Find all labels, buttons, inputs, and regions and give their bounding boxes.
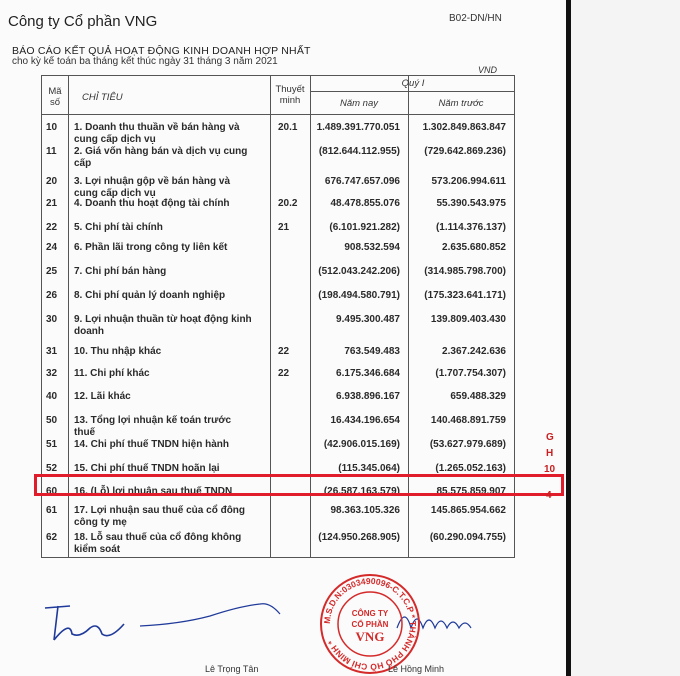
row-code: 11 bbox=[46, 146, 57, 157]
row-this-year: 6.175.346.684 bbox=[336, 368, 400, 379]
seal-ring-text: M.S.D.N:0303490096-C.T.C.P * THÀNH PHỐ HỒ CHÍ MINH * bbox=[321, 575, 419, 673]
row-last-year: 573.206.994.611 bbox=[431, 176, 506, 187]
row-code: 20 bbox=[46, 176, 58, 187]
row-last-year: (729.642.869.236) bbox=[424, 146, 506, 157]
row-description: 16. (Lỗ) lợi nhuận sau thuế TNDN bbox=[74, 486, 233, 497]
row-this-year: (6.101.921.282) bbox=[329, 222, 400, 233]
row-last-year: 55.390.543.975 bbox=[436, 198, 506, 209]
edge-mark-4: 4 bbox=[546, 490, 552, 501]
row-code: 52 bbox=[46, 463, 58, 474]
row-last-year: (1.114.376.137) bbox=[435, 222, 506, 233]
row-code: 30 bbox=[46, 314, 58, 325]
row-note: 20.1 bbox=[278, 122, 298, 133]
row-note: 20.2 bbox=[278, 198, 298, 209]
row-last-year: (60.290.094.755) bbox=[429, 532, 506, 543]
row-last-year: (314.985.798.700) bbox=[424, 266, 506, 277]
row-last-year: 2.367.242.636 bbox=[442, 346, 506, 357]
row-note: 21 bbox=[278, 222, 290, 233]
row-this-year: (812.644.112.955) bbox=[318, 146, 400, 157]
seal-line-1: CÔNG TY bbox=[351, 609, 389, 618]
row-description: 10. Thu nhập khác bbox=[74, 346, 162, 357]
row-code: 25 bbox=[46, 266, 58, 277]
company-name: Công ty Cổ phần VNG bbox=[8, 13, 158, 30]
row-code: 22 bbox=[46, 222, 58, 233]
header-quarter: Quý I bbox=[401, 78, 425, 89]
row-code: 51 bbox=[46, 439, 58, 450]
row-this-year: 16.434.196.654 bbox=[330, 415, 400, 426]
row-code: 10 bbox=[46, 122, 58, 133]
row-last-year: 1.302.849.863.847 bbox=[422, 122, 506, 133]
row-code: 50 bbox=[46, 415, 58, 426]
header-note: Thuyết minh bbox=[275, 84, 305, 106]
row-last-year: (1.265.052.163) bbox=[435, 463, 506, 474]
seal-line-2: CỔ PHẦN bbox=[351, 620, 389, 629]
row-description: 14. Chi phí thuế TNDN hiện hành bbox=[74, 439, 229, 450]
seal-line-3: VNG bbox=[355, 629, 385, 644]
row-this-year: (512.043.242.206) bbox=[318, 266, 400, 277]
row-last-year: 140.468.891.759 bbox=[430, 415, 506, 426]
row-this-year: 1.489.391.770.051 bbox=[316, 122, 400, 133]
row-note: 22 bbox=[278, 346, 290, 357]
row-description: 2. Giá vốn hàng bán và dịch vụ cung cấp bbox=[74, 146, 248, 169]
row-this-year: 48.478.855.076 bbox=[330, 198, 400, 209]
edge-mark-3: 10 bbox=[544, 464, 556, 475]
row-this-year: (124.950.268.905) bbox=[318, 532, 400, 543]
report-period: cho kỳ kế toán ba tháng kết thúc ngày 31 tháng 3 năm 2021 bbox=[12, 56, 278, 67]
page-edge bbox=[566, 0, 571, 676]
edge-mark-2: H bbox=[546, 448, 554, 459]
row-description: 9. Lợi nhuận thuần từ hoạt động kinh doanh bbox=[74, 314, 252, 337]
row-description: 3. Lợi nhuận gộp về bán hàng và cung cấp dịch vụ bbox=[74, 176, 231, 199]
highlight-box-row-60 bbox=[34, 474, 564, 496]
row-last-year: (175.323.641.171) bbox=[424, 290, 506, 301]
row-code: 40 bbox=[46, 391, 58, 402]
row-description: 6. Phần lãi trong công ty liên kết bbox=[74, 242, 228, 253]
row-code: 61 bbox=[46, 505, 58, 516]
row-last-year: 145.865.954.662 bbox=[430, 505, 506, 516]
header-this-year: Năm nay bbox=[339, 98, 378, 109]
report-title: BÁO CÁO KẾT QUẢ HOẠT ĐỘNG KINH DOANH HỢP NHẤT bbox=[12, 45, 311, 57]
header-item: CHỈ TIÊU bbox=[82, 92, 123, 103]
row-code: 60 bbox=[46, 486, 58, 497]
row-description: 1. Doanh thu thuần về bán hàng và cung cấp dịch vụ bbox=[74, 122, 240, 145]
row-last-year: (53.627.979.689) bbox=[429, 439, 506, 450]
row-description: 18. Lỗ sau thuế của cổ đông không kiểm soát bbox=[74, 532, 242, 555]
row-this-year: 763.549.483 bbox=[344, 346, 400, 357]
row-code: 32 bbox=[46, 368, 58, 379]
row-this-year: 908.532.594 bbox=[344, 242, 400, 253]
row-this-year: (26.587.163.579) bbox=[323, 486, 400, 497]
form-code: B02-DN/HN bbox=[449, 13, 502, 24]
signature-left bbox=[40, 600, 130, 650]
row-last-year: (1.707.754.307) bbox=[435, 368, 506, 379]
row-this-year: 6.938.896.167 bbox=[336, 391, 400, 402]
row-last-year: 659.488.329 bbox=[450, 391, 506, 402]
row-this-year: (115.345.064) bbox=[338, 463, 400, 474]
company-seal bbox=[318, 572, 422, 676]
row-code: 24 bbox=[46, 242, 58, 253]
header-code: Mã số bbox=[48, 86, 62, 108]
edge-mark-1: G bbox=[546, 432, 554, 443]
row-last-year: 85.575.859.907 bbox=[436, 486, 506, 497]
row-this-year: 676.747.657.096 bbox=[324, 176, 400, 187]
footer-name-right: Lê Hồng Minh bbox=[388, 664, 445, 674]
row-this-year: (42.906.015.169) bbox=[323, 439, 400, 450]
row-description: 11. Chi phí khác bbox=[74, 368, 150, 379]
signature-scribble bbox=[140, 596, 290, 636]
row-this-year: 98.363.105.326 bbox=[330, 505, 400, 516]
row-note: 22 bbox=[278, 368, 290, 379]
row-description: 5. Chi phí tài chính bbox=[74, 222, 163, 233]
header-last-year: Năm trước bbox=[438, 98, 484, 109]
row-description: 12. Lãi khác bbox=[74, 391, 131, 402]
row-description: 15. Chi phí thuế TNDN hoãn lại bbox=[74, 463, 220, 474]
footer-name-left: Lê Trọng Tân bbox=[205, 664, 259, 674]
row-code: 26 bbox=[46, 290, 58, 301]
row-description: 17. Lợi nhuận sau thuế của cổ đông công ty mẹ bbox=[74, 505, 246, 528]
row-description: 8. Chi phí quản lý doanh nghiệp bbox=[74, 290, 226, 301]
row-this-year: (198.494.580.791) bbox=[318, 290, 400, 301]
row-this-year: 9.495.300.487 bbox=[336, 314, 400, 325]
row-code: 62 bbox=[46, 532, 58, 543]
row-description: 4. Doanh thu hoạt động tài chính bbox=[74, 198, 230, 209]
row-description: 13. Tổng lợi nhuận kế toán trước thuế bbox=[74, 415, 232, 438]
row-last-year: 2.635.680.852 bbox=[442, 242, 506, 253]
row-code: 31 bbox=[46, 346, 58, 357]
row-description: 7. Chi phí bán hàng bbox=[74, 266, 167, 277]
currency-unit: VND bbox=[478, 65, 498, 75]
row-last-year: 139.809.403.430 bbox=[430, 314, 506, 325]
row-code: 21 bbox=[46, 198, 58, 209]
